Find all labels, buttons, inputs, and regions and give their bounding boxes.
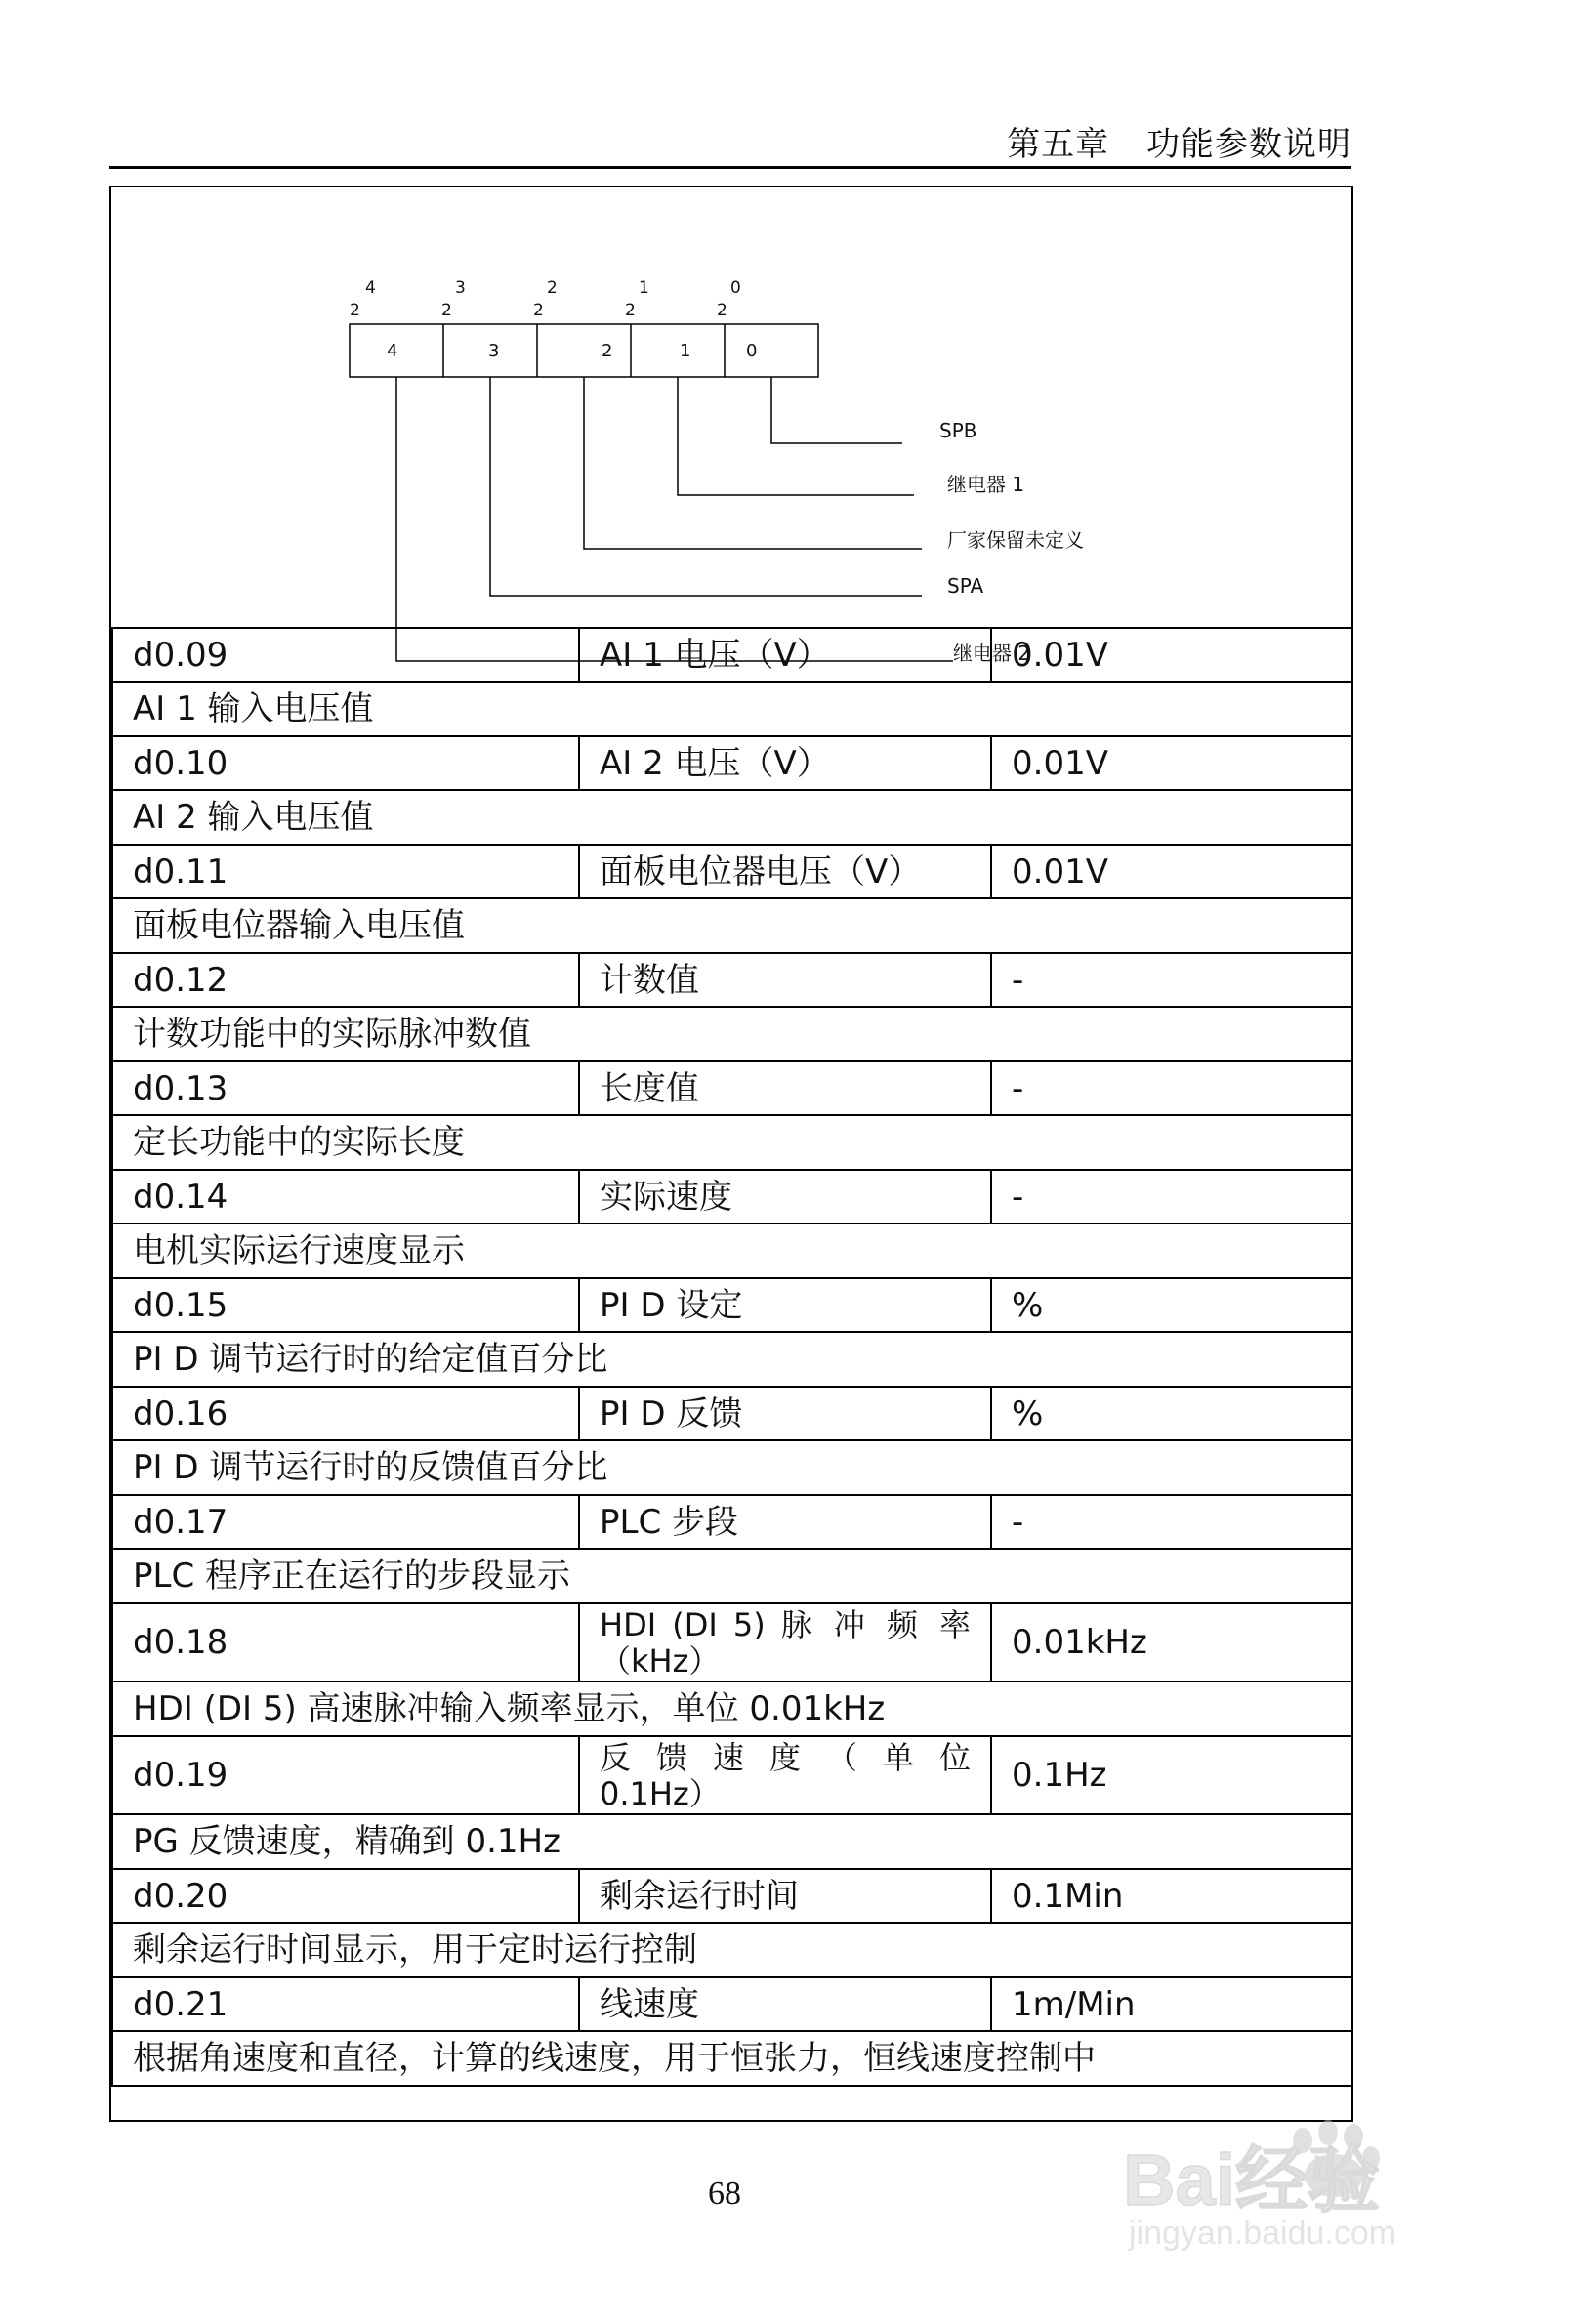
table-row — [112, 1923, 1352, 1977]
param-code: d0.20 — [112, 1869, 579, 1923]
bit-label: 继电器 1 — [947, 473, 1025, 496]
param-name — [579, 1736, 991, 1814]
param-unit: 0.01V — [991, 845, 1352, 898]
param-description: AI 2 输入电压值 — [112, 790, 1352, 845]
page-number: 68 — [708, 2176, 741, 2212]
watermark-brand: Bai经验 — [1123, 2139, 1381, 2220]
table-row — [112, 1603, 1352, 1681]
parameter-table — [111, 627, 1353, 2087]
param-description: AI 1 输入电压值 — [112, 682, 1352, 736]
param-name: PI D 设定 — [579, 1278, 991, 1332]
param-description: 电机实际运行速度显示 — [112, 1224, 1352, 1278]
param-name: 长度值 — [579, 1061, 991, 1115]
param-unit: - — [991, 953, 1352, 1007]
param-description: 根据角速度和直径，计算的线速度，用于恒张力，恒线速度控制中 — [112, 2031, 1352, 2086]
param-code: d0.15 — [112, 1278, 579, 1332]
param-description: PG 反馈速度，精确到 0.1Hz — [112, 1814, 1352, 1869]
bit-base: 2 — [717, 301, 727, 320]
table-row — [112, 1332, 1352, 1387]
bit-exponent: 1 — [639, 278, 649, 298]
param-code: d0.13 — [112, 1061, 579, 1115]
param-code: d0.11 — [112, 845, 579, 898]
bit-label: 继电器 2 — [953, 642, 1031, 665]
bit-base: 2 — [533, 301, 544, 320]
param-description: PI D 调节运行时的反馈值百分比 — [112, 1440, 1352, 1495]
table-row — [112, 2031, 1352, 2086]
param-code: d0.16 — [112, 1387, 579, 1440]
param-unit: 0.1Min — [991, 1869, 1352, 1923]
param-code: d0.10 — [112, 736, 579, 790]
bit-label: SPB — [939, 419, 977, 442]
param-name: 剩余运行时间 — [579, 1869, 991, 1923]
table-row — [112, 1736, 1352, 1814]
bit-exponent: 4 — [365, 278, 376, 298]
parameter-table-frame — [109, 186, 1353, 2122]
bit2-connector — [584, 377, 922, 549]
param-unit: 0.01kHz — [991, 1603, 1352, 1681]
bit-cell: 1 — [680, 341, 691, 361]
param-code: d0.18 — [112, 1603, 579, 1681]
bit0-connector — [771, 377, 902, 443]
table-row — [112, 1061, 1352, 1115]
param-description: HDI (DI 5) 高速脉冲输入频率显示，单位 0.01kHz — [112, 1681, 1352, 1736]
table-row — [112, 736, 1352, 790]
param-unit: 0.01V — [991, 628, 1352, 682]
param-code: d0.09 — [112, 628, 579, 682]
table-row — [112, 790, 1352, 845]
param-name: 线速度 — [579, 1977, 991, 2031]
bit1-connector — [678, 377, 914, 495]
param-description: 面板电位器输入电压值 — [112, 898, 1352, 953]
bit-label: 厂家保留未定义 — [947, 528, 1084, 552]
param-description: PLC 程序正在运行的步段显示 — [112, 1549, 1352, 1603]
bit-base: 2 — [441, 301, 452, 320]
table-row — [112, 628, 1352, 682]
param-name-line: 0.1Hz） — [600, 1775, 721, 1812]
param-unit: 1m/Min — [991, 1977, 1352, 2031]
watermark-url: jingyan.baidu.com — [1129, 2215, 1397, 2252]
bit-exponent: 0 — [730, 278, 741, 298]
bit-base: 2 — [350, 301, 360, 320]
baidu-jingyan-watermark — [1111, 2107, 1482, 2254]
param-unit: % — [991, 1278, 1352, 1332]
param-unit: - — [991, 1495, 1352, 1549]
param-name-line: 反 馈 速 度 （ 单 位 — [600, 1739, 971, 1776]
param-name-line: HDI (DI 5) 脉 冲 频 率 — [600, 1606, 971, 1643]
table-row — [112, 1681, 1352, 1736]
bit3-connector — [490, 377, 922, 596]
param-unit: - — [991, 1061, 1352, 1115]
bit-cell: 3 — [488, 341, 500, 361]
param-name: PI D 反馈 — [579, 1387, 991, 1440]
param-code: d0.21 — [112, 1977, 579, 2031]
param-unit: % — [991, 1387, 1352, 1440]
param-code: d0.12 — [112, 953, 579, 1007]
table-row — [112, 1224, 1352, 1278]
bit-cell: 4 — [387, 341, 398, 361]
table-row — [112, 682, 1352, 736]
header-rule — [109, 166, 1351, 169]
table-row — [112, 1115, 1352, 1170]
param-description: 定长功能中的实际长度 — [112, 1115, 1352, 1170]
param-name-line: （kHz） — [600, 1642, 721, 1680]
table-row — [112, 1869, 1352, 1923]
table-row — [112, 1278, 1352, 1332]
param-code: d0.19 — [112, 1736, 579, 1814]
bit-cell: 2 — [602, 341, 613, 361]
table-row — [112, 1549, 1352, 1603]
param-description: 计数功能中的实际脉冲数值 — [112, 1007, 1352, 1061]
param-name: AI 1 电压（V） — [579, 628, 991, 682]
table-row — [112, 1387, 1352, 1440]
table-row — [112, 1495, 1352, 1549]
table-row — [112, 845, 1352, 898]
param-name — [579, 1603, 991, 1681]
table-row — [112, 953, 1352, 1007]
table-row — [112, 1440, 1352, 1495]
bit-label: SPA — [947, 574, 984, 598]
param-unit: 0.01V — [991, 736, 1352, 790]
bit-cell: 0 — [746, 341, 758, 361]
bit4-connector — [396, 377, 953, 661]
param-name: PLC 步段 — [579, 1495, 991, 1549]
param-unit: - — [991, 1170, 1352, 1224]
table-row — [112, 1007, 1352, 1061]
table-row — [112, 1977, 1352, 2031]
bit-exponent: 2 — [547, 278, 558, 298]
param-name: AI 2 电压（V） — [579, 736, 991, 790]
table-row — [112, 1170, 1352, 1224]
bit-base: 2 — [625, 301, 636, 320]
param-name: 计数值 — [579, 953, 991, 1007]
bit-diagram — [111, 187, 1351, 695]
param-description: PI D 调节运行时的给定值百分比 — [112, 1332, 1352, 1387]
table-row — [112, 898, 1352, 953]
table-row — [112, 1814, 1352, 1869]
param-code: d0.17 — [112, 1495, 579, 1549]
param-code: d0.14 — [112, 1170, 579, 1224]
bit-exponent: 3 — [455, 278, 466, 298]
param-name: 实际速度 — [579, 1170, 991, 1224]
param-description: 剩余运行时间显示，用于定时运行控制 — [112, 1923, 1352, 1977]
chapter-title: 第五章 功能参数说明 — [1007, 125, 1351, 164]
param-unit: 0.1Hz — [991, 1736, 1352, 1814]
param-name: 面板电位器电压（V） — [579, 845, 991, 898]
